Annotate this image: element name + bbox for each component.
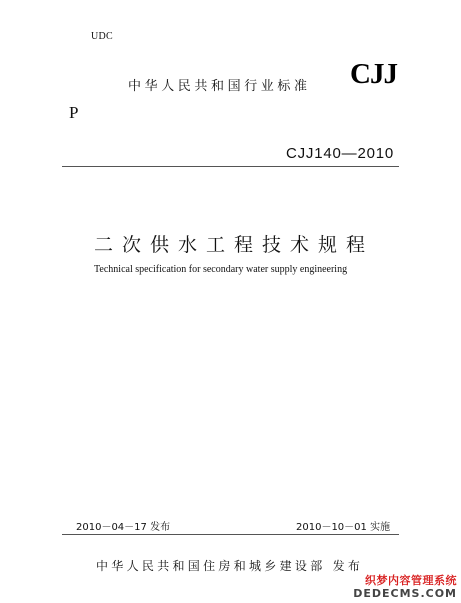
watermark-line1: 织梦内容管理系统 (365, 574, 457, 587)
standard-number: CJJ140—2010 (286, 145, 395, 162)
cjj-logo: CJJ (350, 58, 397, 90)
issue-date: 2010－04－17 发布 (76, 522, 171, 533)
udc-label: UDC (91, 31, 114, 42)
bottom-divider (62, 534, 399, 535)
industry-standard-heading: 中华人民共和国行业标准 (128, 79, 311, 94)
chinese-title: 二次供水工程技术规程 (94, 234, 375, 256)
publisher: 中华人民共和国住房和城乡建设部 发布 (96, 559, 364, 573)
classification-code: P (69, 103, 79, 122)
implementation-date: 2010－10－01 实施 (296, 522, 391, 533)
watermark-line2: DEDECMS.COM (353, 587, 457, 600)
english-title: Technical specification for secondary water supply engineering (94, 264, 348, 275)
watermark (353, 574, 457, 600)
top-divider (62, 166, 399, 167)
